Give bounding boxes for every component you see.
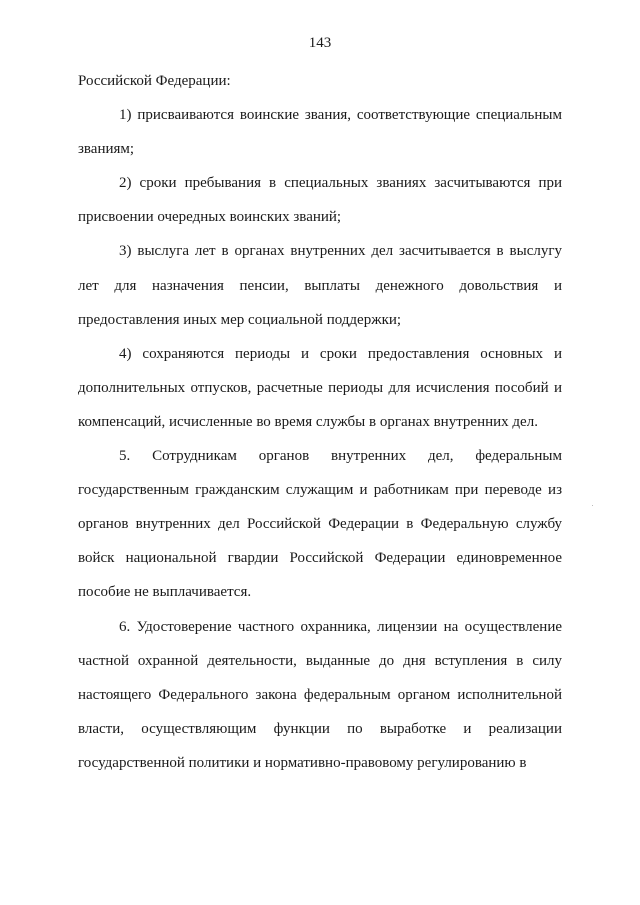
page-number: 143 (308, 35, 332, 51)
paragraph-item-2: 2) сроки пребывания в специальных званиях засчитываются при присвоении очередных воинских званий; (78, 175, 562, 226)
paragraph-part-5: 5. Сотрудникам органов внутренних дел, федеральным государственным гражданским служащим и работникам при переводе из органов внутренних дел Российской Федерации в Федеральную службу войск национальной гвардии Российской Федерации единовременное пособие не выплачивается. (78, 448, 562, 601)
paragraph-item-1: 1) присваиваются воинские звания, соответствующие специальным званиям; (78, 107, 562, 158)
paragraph-item-3: 3) выслуга лет в органах внутренних дел засчитывается в выслугу лет для назначения пенсии, выплаты денежного довольствия и предоставления иных мер социальной поддержки; (78, 243, 562, 328)
scan-speck (592, 505, 593, 506)
document-body (78, 64, 562, 780)
paragraph-part-6: 6. Удостоверение частного охранника, лицензии на осуществление частной охранной деятельности, выданные до дня вступления в силу настоящего Федерального закона федеральным органом исполнительной власти, осуществляющим функции по выработке и реализации государственной политики и нормативно-правовому регулированию в (78, 618, 562, 771)
paragraph-item-4: 4) сохраняются периоды и сроки предоставления основных и дополнительных отпусков, расчетные периоды для исчисления пособий и компенсаций, исчисленные во время службы в органах внутренних дел. (78, 345, 562, 430)
paragraph-continuation: Российской Федерации: (78, 73, 231, 89)
